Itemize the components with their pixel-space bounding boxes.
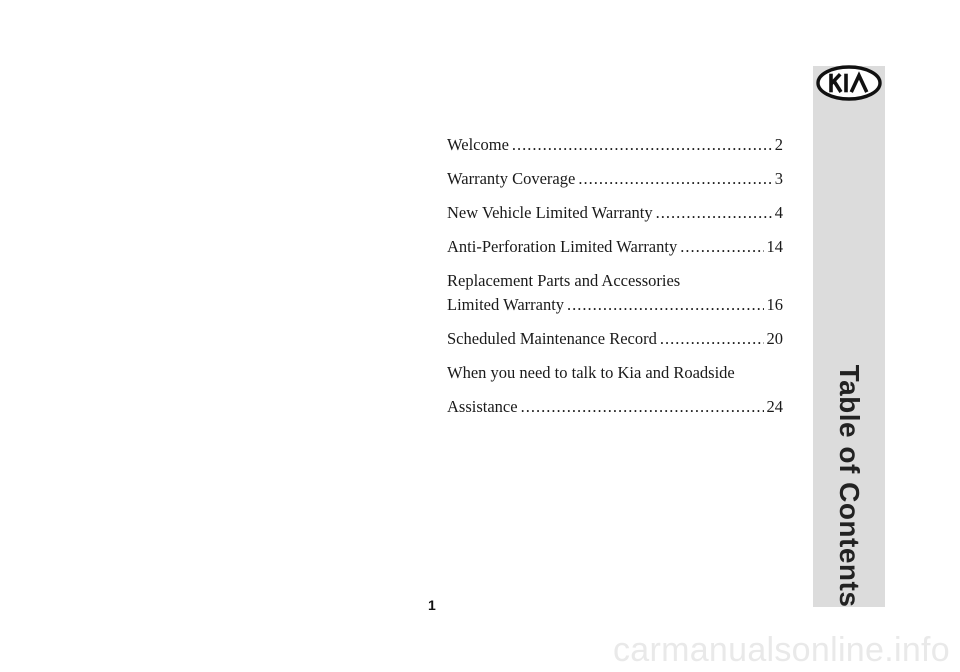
toc-leader [512, 133, 772, 157]
toc-item-label: Warranty Coverage [447, 169, 576, 188]
toc-item-label: Scheduled Maintenance Record [447, 329, 657, 348]
kia-logo [815, 63, 883, 103]
toc-item-page: 24 [766, 397, 783, 416]
toc-item-page: 3 [774, 169, 783, 188]
toc-leader [567, 293, 763, 317]
toc-item-label-line1: Replacement Parts and Accessories [447, 271, 681, 290]
toc-item-new-vehicle-limited-warranty[interactable] [447, 201, 783, 225]
watermark-text: carmanualsonline.info [612, 631, 950, 669]
toc-item-warranty-coverage[interactable] [447, 167, 783, 191]
toc-item-page: 14 [766, 237, 783, 256]
toc-item-label: Welcome [447, 135, 509, 154]
toc-item-label: Limited Warranty [447, 295, 565, 314]
toc-item-page: 4 [774, 203, 783, 222]
toc-leader [521, 395, 764, 419]
toc-item-label: New Vehicle Limited Warranty [447, 203, 653, 222]
toc-item-scheduled-maintenance-record[interactable] [447, 327, 783, 351]
toc-item-label: Anti-Perforation Limited Warranty [447, 237, 678, 256]
toc-item-label-line1: When you need to talk to Kia and Roadside [447, 363, 735, 382]
toc-item-talk-to-kia-roadside[interactable] [447, 361, 783, 419]
toc-leader [656, 201, 772, 225]
toc-item-welcome[interactable] [447, 133, 783, 157]
toc-item-page: 20 [766, 329, 783, 348]
table-of-contents [447, 133, 783, 429]
toc-item-label: Assistance [447, 397, 518, 416]
toc-leader [680, 235, 763, 259]
toc-leader [578, 167, 771, 191]
toc-item-anti-perforation-warranty[interactable] [447, 235, 783, 259]
toc-item-page: 16 [766, 295, 783, 314]
sidebar-title: Table of Contents [834, 364, 865, 608]
toc-leader [660, 327, 764, 351]
toc-item-replacement-parts-warranty[interactable] [447, 269, 783, 317]
toc-item-page: 2 [774, 135, 783, 154]
page-number: 1 [428, 597, 436, 613]
